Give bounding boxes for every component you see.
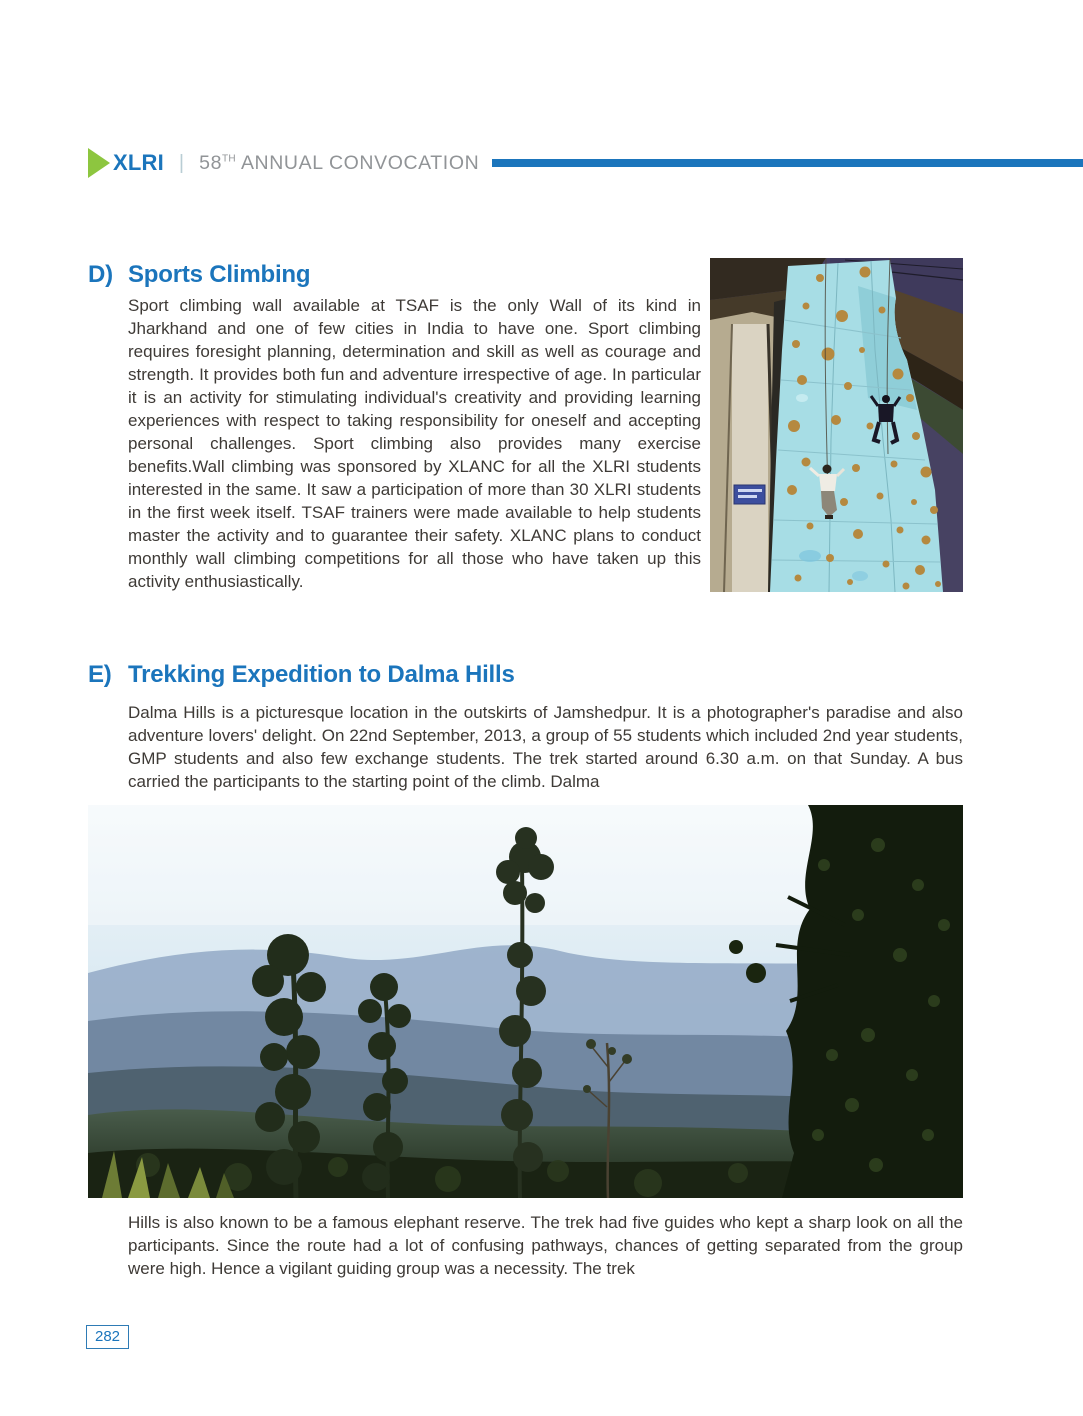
page-header [88, 147, 1083, 179]
header-title-number: 58 [199, 151, 223, 174]
header-rule [492, 159, 1083, 167]
section-d-paragraph: Sport climbing wall available at TSAF is the only Wall of its kind in Jharkhand and one of few cities in India to have one. Sport climbing requires foresight planning, determination and skill as well as courage and strength. It provides both fun and adventure irrespective of age. In particular it is an activity for stimulating individual's creativity and providing learning experiences with respect to taking responsibility for oneself and accepting personal challenges. Sport climbing also provides many exercise benefits.Wall climbing was sponsored by XLANC for all the XLRI students interested in the same. It saw a participation of more than 30 XLRI students in the first week itself. TSAF trainers were made available to help students master the activity and to guarantee their safety. XLANC plans to conduct monthly wall climbing competitions for all those who have taken up this activity enthusiastically. [128, 296, 701, 591]
dalma-hills-illustration [88, 805, 963, 1198]
section-e-label: E) [88, 661, 112, 688]
section-e-title: Trekking Expedition to Dalma Hills [128, 661, 515, 688]
section-d-title: Sports Climbing [128, 261, 311, 288]
section-d-heading [88, 261, 310, 289]
header-title-ordinal: TH [222, 153, 236, 164]
continuation-paragraph: Hills is also known to be a famous elephant reserve. The trek had five guides who kept a sharp look on all the participants. Since the route had a lot of confusing pathways, chances of getting separated from the group were high. Hence a vigilant guiding group was a necessity. The trek [128, 1213, 963, 1278]
climbing-wall-illustration [710, 258, 963, 592]
page-number: 282 [86, 1325, 129, 1349]
section-e-paragraph: Dalma Hills is a picturesque location in the outskirts of Jamshedpur. It is a photographer's paradise and also adventure lovers' delight. On 22nd September, 2013, a group of 55 students which included 2nd year students, GMP students and also few exchange students. The trek started around 6.30 a.m. on that Sunday. A bus carried the participants to the starting point of the climb. Dalma [128, 703, 963, 791]
header-title [199, 152, 479, 175]
brand-name: XLRI [113, 150, 164, 175]
header-title-rest: ANNUAL CONVOCATION [240, 151, 480, 174]
header-divider: | [178, 151, 185, 174]
dalma-hills-photo [88, 805, 963, 1198]
section-d-label: D) [88, 261, 113, 288]
xlri-arrow-icon [88, 148, 110, 178]
section-e-heading [88, 661, 515, 689]
climbing-wall-photo [710, 258, 963, 592]
